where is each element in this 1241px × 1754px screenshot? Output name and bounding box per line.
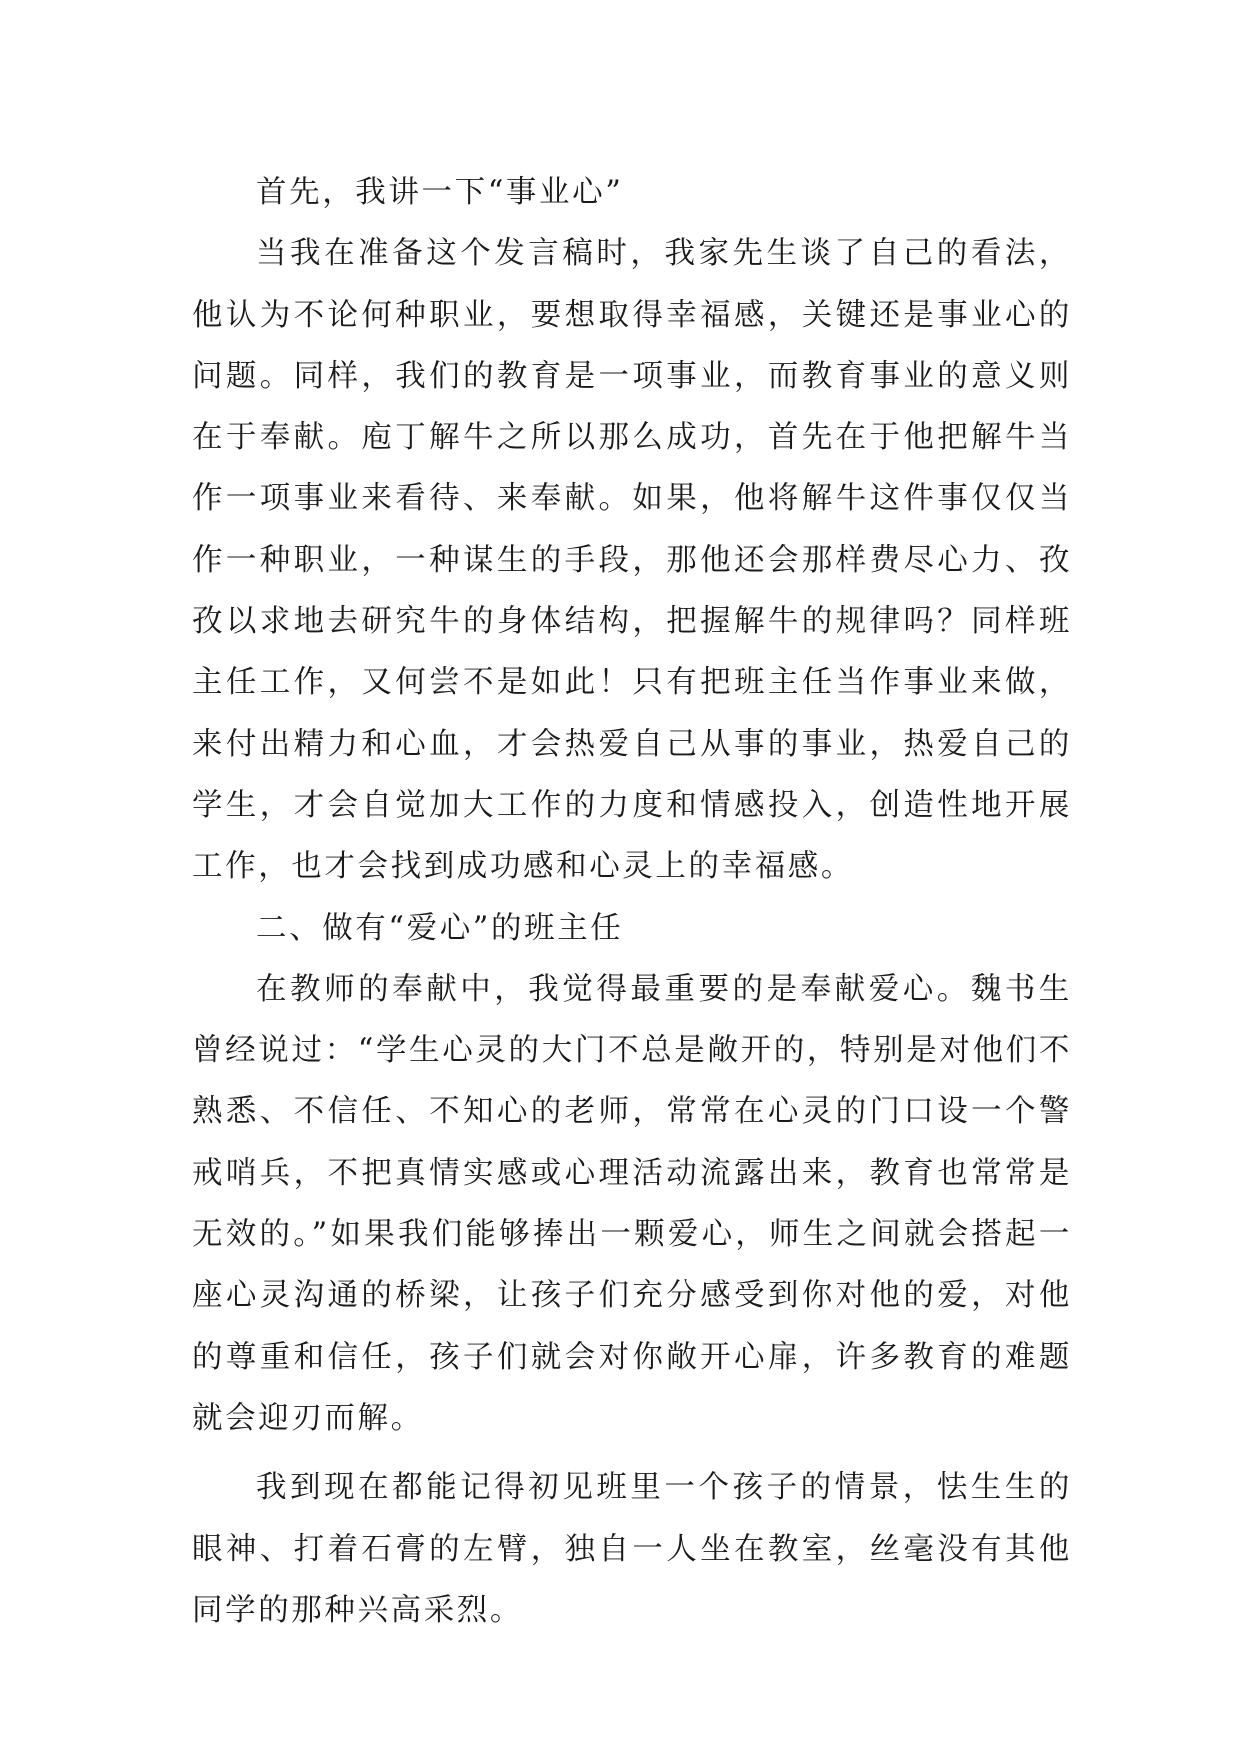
paragraph-memory: 我到现在都能记得初见班里一个孩子的情景，怯生生的眼神、打着石膏的左臂，独自一人坐在教室，丝毫没有其他同学的那种兴高采烈。 [192,1470,1072,1628]
section-heading-career: 首先，我讲一下“事业心” [256,175,624,210]
document-body [192,162,1072,1641]
paragraph-career: 当我在准备这个发言稿时，我家先生谈了自己的看法，他认为不论何种职业，要想取得幸福感，关键还是事业心的问题。同样，我们的教育是一项事业，而教育事业的意义则在于奉献。庖丁解牛之所以那么成功，首先在于他把解牛当作一项事业来看待、来奉献。如果，他将解牛这件事仅仅当作一种职业，一种谋生的手段，那他还会那样费尽心力、孜孜以求地去研究牛的身体结构，把握解牛的规律吗？同样班主任工作，又何尝不是如此！只有把班主任当作事业来做，来付出精力和心血，才会热爱自己从事的事业，热爱自己的学生，才会自觉加大工作的力度和情感投入，创造性地开展工作，也才会找到成功感和心灵上的幸福感。 [192,236,1072,885]
paragraph-love: 在教师的奉献中，我觉得最重要的是奉献爱心。魏书生曾经说过：“学生心灵的大门不总是敞开的，特别是对他们不熟悉、不信任、不知心的老师，常常在心灵的门口设一个警戒哨兵，不把真情实感或心理活动流露出来，教育也常常是无效的。”如果我们能够捧出一颗爱心，师生之间就会搭起一座心灵沟通的桥梁，让孩子们充分感受到你对他的爱，对他的尊重和信任，孩子们就会对你敞开心扉，许多教育的难题就会迎刃而解。 [192,971,1072,1436]
section-heading-love: 二、做有“爱心”的班主任 [256,910,624,946]
